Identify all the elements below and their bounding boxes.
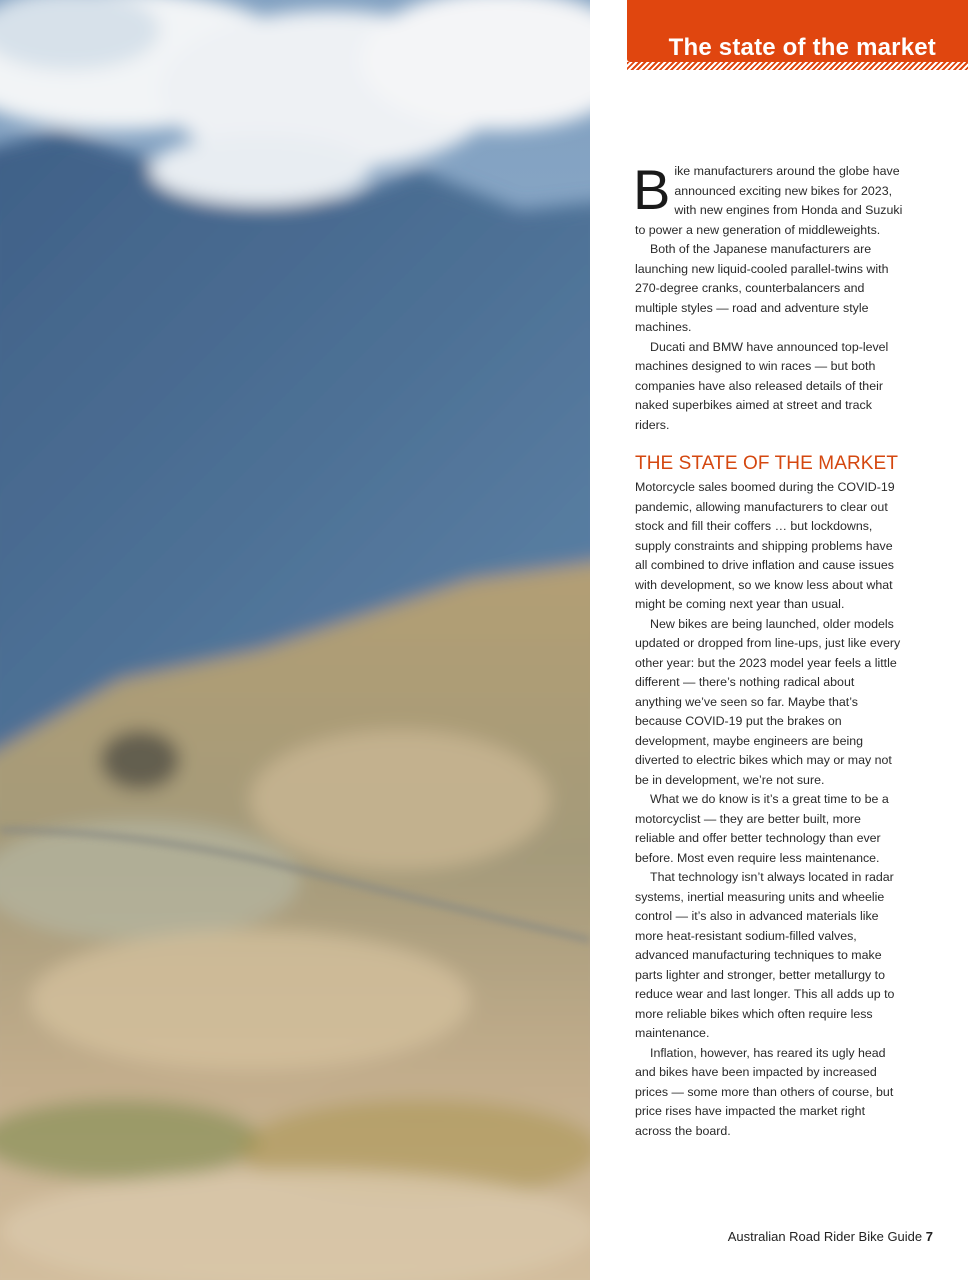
publication-name: Australian Road Rider Bike Guide bbox=[727, 1229, 923, 1244]
header-stripe-decoration bbox=[627, 62, 968, 70]
body-paragraph: That technology isn’t always located in radar systems, inertial measuring units and wheelie control — it’s also in advanced materials like more heat-resistant sodium-filled valves, advanced manufacturing techniques to make parts lighter and stronger, better metallurgy to reduce wear and last longer. This all adds up to more reliable bikes which often require less maintenance. bbox=[635, 870, 895, 1040]
body-paragraph: New bikes are being launched, older models updated or dropped from line-ups, just like every other year: but the 2023 model year feels a little different — there’s nothing radical about anything we’ve seen so far. Maybe that’s because COVID-19 put the brakes on development, maybe engineers are being diverted to electric bikes which may or may not be in development, we’re not sure. bbox=[635, 616, 901, 787]
body-paragraph: Both of the Japanese manufacturers are launching new liquid-cooled parallel-twins with 270-degree cranks, counterbalancers and multiple styles — road and adventure style machines. bbox=[635, 242, 889, 334]
section-title: The state of the market bbox=[668, 34, 936, 61]
drop-cap: B bbox=[633, 158, 671, 221]
lead-text: ike manufacturers around the globe have announced exciting new bikes for 2023, with new engines from Honda and Suzuki to power a new generation of middleweights. bbox=[635, 164, 903, 237]
body-paragraph: What we do know is it’s a great time to be a motorcyclist — they are better built, more reliable and offer better technology than ever before. Most even require less maintenance. bbox=[635, 792, 889, 865]
subheading: THE STATE OF THE MARKET bbox=[635, 453, 899, 474]
body-paragraph: Inflation, however, has reared its ugly head and bikes have been impacted by increased prices — some more than others of course, but price rises have impacted the market right across the board. bbox=[635, 1045, 894, 1138]
lead-paragraph bbox=[633, 158, 903, 240]
body-paragraph: Ducati and BMW have announced top-level machines designed to win races — but both companies have also released details of their naked superbikes aimed at street and track riders. bbox=[635, 339, 889, 432]
body-paragraph: Motorcycle sales boomed during the COVID-19 pandemic, allowing manufacturers to clear out stock and fill their coffers … but lockdowns, supply constraints and shipping problems have all combined to drive inflation and cause issues with development, so we know less about what might be coming next year than usual. bbox=[635, 480, 895, 611]
page-number: 7 bbox=[925, 1229, 933, 1244]
article-body bbox=[633, 158, 903, 1141]
section-header bbox=[627, 0, 968, 68]
page-footer bbox=[728, 1228, 933, 1246]
